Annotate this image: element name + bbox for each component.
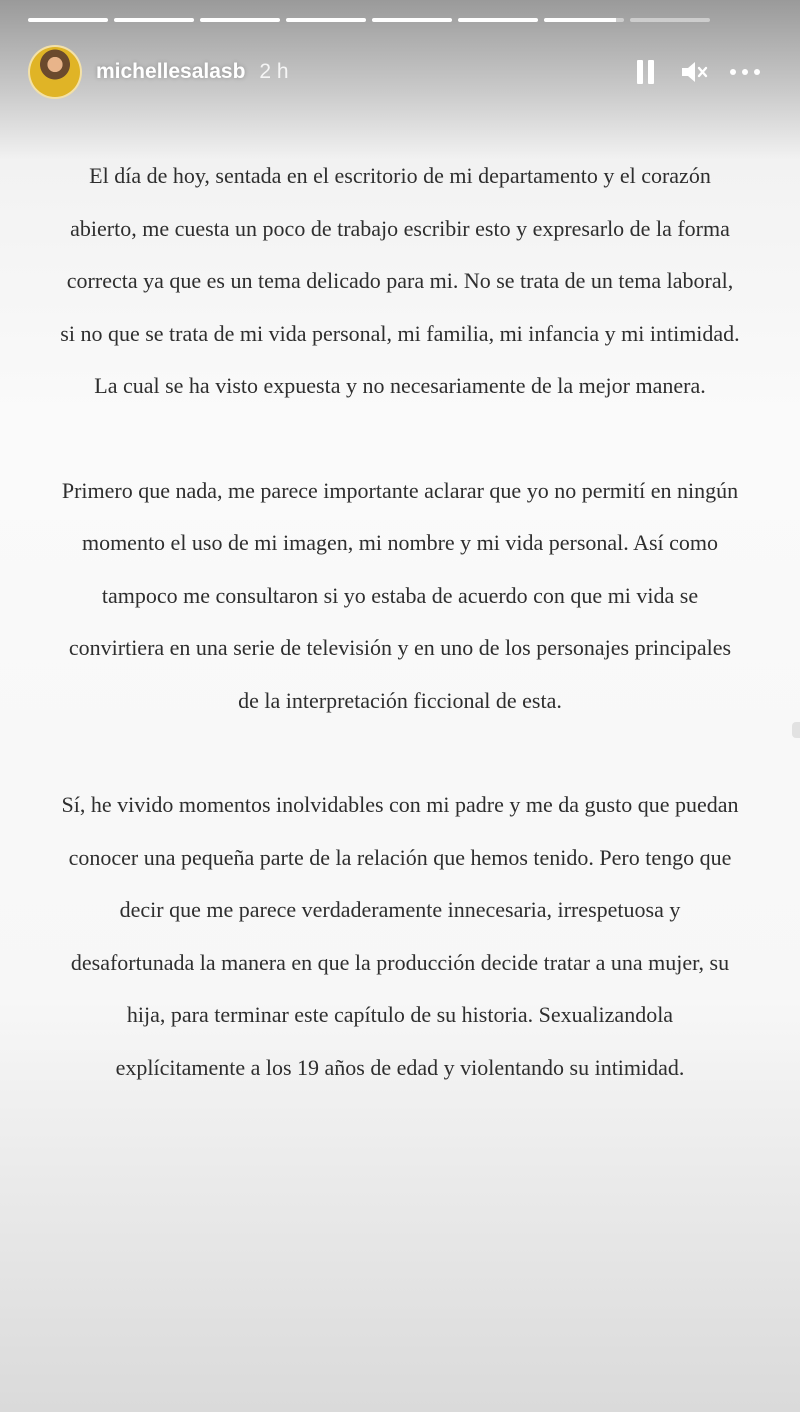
progress-segment [630,18,710,22]
pause-button[interactable] [630,57,660,87]
story-progress-bar [28,18,710,22]
progress-segment [200,18,280,22]
progress-segment-fill [200,18,280,22]
paragraph-2: Primero que nada, me parece importante aclarar que yo no permití en ningún momento el uso de mi imagen, mi nombre y mi vida personal. Así como tampoco me consultaron si yo estaba de acuerdo con que mi vida se convirtiera en una serie de televisión y en uno de los personajes principales de la interpretación ficcional de esta. [61,477,739,713]
paragraph-1: El día de hoy, sentada en el escritorio de mi departamento y el corazón abierto, me cuesta un poco de trabajo escribir esto y expresarlo de la forma correcta ya que es un tema delicado para mi. No se trata de un tema laboral, si no que se trata de mi vida personal, mi familia, mi infancia y mi intimidad. La cual se ha visto expuesta y no necesariamente de la mejor manera. [60,163,740,398]
progress-segment [458,18,538,22]
username[interactable]: michellesalasb [96,60,246,83]
progress-segment-fill [114,18,194,22]
progress-segment [544,18,624,22]
story-text [60,150,740,1146]
progress-segment-fill [544,18,616,22]
pause-icon [637,60,654,84]
speaker-muted-icon [680,59,710,85]
more-options-button[interactable] [730,57,760,87]
progress-segment [372,18,452,22]
progress-segment-fill [28,18,108,22]
progress-segment-fill [458,18,538,22]
progress-segment [114,18,194,22]
progress-segment-fill [372,18,452,22]
progress-segment-fill [286,18,366,22]
more-dots-icon [730,69,760,75]
post-time: 2 h [259,60,289,83]
story-controls [630,57,760,87]
next-story-handle[interactable] [792,722,800,738]
progress-segment [28,18,108,22]
paragraph-3: Sí, he vivido momentos inolvidables con mi padre y me da gusto que puedan conocer una pequeña parte de la relación que hemos tenido. Pero tengo que decir que me parece verdaderamente innecesaria, irrespetuosa y desafortunada la manera en que la producción decide tratar a una mujer, su hija, para terminar este capítulo de su historia. Sexualizandola explícitamente a los 19 años de edad y violentando su intimidad. [61,792,739,1080]
avatar[interactable] [28,45,82,99]
story-header [28,42,760,102]
mute-button[interactable] [680,57,710,87]
progress-segment [286,18,366,22]
